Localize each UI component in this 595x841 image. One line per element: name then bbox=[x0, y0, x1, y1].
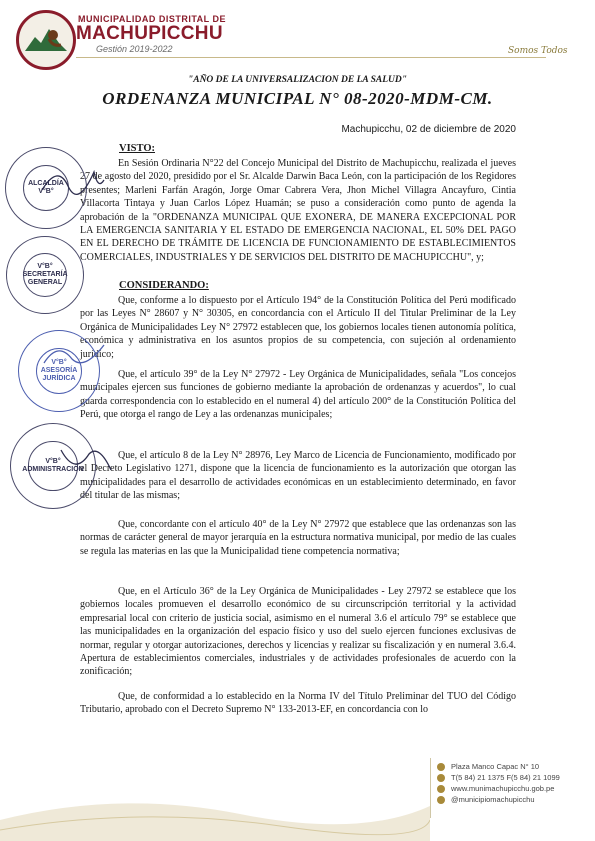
social-link[interactable]: @municipiomachupicchu bbox=[437, 794, 577, 805]
website-link[interactable]: www.munimachupicchu.gob.pe bbox=[437, 783, 577, 794]
municipality-logo bbox=[16, 10, 76, 70]
slogan: Somos Todos bbox=[508, 46, 568, 56]
considerando-heading: CONSIDERANDO: bbox=[119, 280, 209, 291]
phone-line: T(5 84) 21 1375 F(5 84) 21 1099 bbox=[437, 772, 577, 783]
visto-paragraph: En Sesión Ordinaria N°22 del Concejo Municipal del Distrito de Machupicchu, realizada el jueves 27 de agosto del 2020, presidido por el Sr. Alcalde Darwin Baca León, con la participación de los Regidores presentes; Marleni Farfán Aragón, Jorge Omar Cabrera Vera, Jhon Michel Villagra Ancayfuro, Cintia Villacorta Tintaya y Juan Carlos López Huamán; se puso a consideración como punto de agenda la aprobación de la "ORDENANZA MUNICIPAL QUE EXONERA, DE MANERA EXCEPCIONAL POR LA EMERGENCIA SANITARIA Y EL ESTADO DE EMERGENCIA NACIONAL, EL 50% DEL PAGO EN EL DERECHO DE TRÁMITE DE LICENCIA DE FUNCIONAMIENTO DE ESTABLECIMIENTOS COMERCIALES, INDUSTRIALES Y DE SERVICIOS DEL DISTRITO DE MACHUPICCHU", y; bbox=[80, 158, 516, 263]
municipality-name-small: MUNICIPALIDAD DISTRITAL DE bbox=[78, 14, 226, 24]
paragraph-1: Que, conforme a lo dispuesto por el Artículo 194° de la Constitución Política del Perú modificado por las Leyes N° 28607 y N° 30305, en concordancia con el Artículo II del Titular Preliminar de la Ley Orgánica de Municipalidades Ley N° 27972 establecen que, los gobiernos locales tienen autonomía política, económica y administrativa en los asuntos propios de su competencia, con sujeción al ordenamiento jurídico; bbox=[80, 295, 516, 360]
signature-scribble bbox=[38, 160, 108, 200]
paragraph-6: Que, de conformidad a lo establecido en la Norma IV del Título Preliminar del TUO del Código Tributario, aprobado con el Decreto Supremo N° 133-2013-EF, en concordancia con lo bbox=[80, 691, 516, 716]
paragraph-2: Que, el artículo 39° de la Ley N° 27972 - Ley Orgánica de Municipalidades, señala "Los concejos municipales ejercen sus funciones de gobierno mediante la aprobación de ordenanzas y acuerdos", lo cual guarda correspondencia con lo establecido en el numeral 4) del artículo 200° de la Constitución Política del Perú, que otorga el rango de Ley a las ordenanzas municipales; bbox=[80, 369, 516, 421]
stamp-administracion: V°B° ADMINISTRACIÓN bbox=[10, 423, 96, 509]
phone-icon bbox=[437, 774, 445, 782]
location-icon bbox=[437, 763, 445, 771]
ordinance-title: ORDENANZA MUNICIPAL N° 08-2020-MDM-CM. bbox=[102, 89, 493, 108]
footer-divider bbox=[430, 758, 431, 818]
paragraph-3: Que, el artículo 8 de la Ley N° 28976, Ley Marco de Licencia de Funcionamiento, modificado por el Decreto Legislativo 1271, dispone que la licencia de funcionamiento es la autorización que otorgan las municipalidades para el desarrollo de actividades económicas en un establecimiento determinado, en favor del titular de las mismas; bbox=[80, 450, 516, 502]
administration-period: Gestión 2019-2022 bbox=[96, 44, 173, 54]
footer-decoration bbox=[0, 780, 430, 841]
paragraph-4: Que, concordante con el artículo 40° de la Ley N° 27972 que establece que las ordenanzas son las normas de carácter general de mayor jerarquía en la estructura normativa municipal, por medio de las cuales se regula las materias en las que la Municipalidad tiene competencia normativa; bbox=[80, 519, 516, 557]
paragraph-5: Que, en el Artículo 36° de la Ley Orgánica de Municipalidades - Ley 27972 se establece que los gobiernos locales promueven el desarrollo económico de su circunscripción territorial y la actividad empresarial local con criterio de justicia social, asimismo en el numeral 3.6 el artículo 79° se establece que las municipalidades en la organización del espacio físico y uso del suelo ejercen funciones exclusivas de normar, regular y otorgar autorizaciones, derechos y licencias y realizar su fiscalización y en numeral 3.6.4. Apertura de establecimientos comerciales, industriales y de actividades profesionales de acuerdo con la zonificación; bbox=[80, 586, 516, 678]
stamp-alcaldia: ALCALDÍA V°B° bbox=[5, 147, 87, 229]
signature-scribble bbox=[40, 335, 110, 375]
header-divider bbox=[76, 57, 546, 58]
year-title: "AÑO DE LA UNIVERSALIZACION DE LA SALUD" bbox=[187, 75, 408, 85]
stamp-secretaria: V°B° SECRETARÍA GENERAL bbox=[6, 236, 84, 314]
stamp-asesoria: V°B° ASESORÍA JURÍDICA bbox=[18, 330, 100, 412]
contact-info bbox=[437, 761, 577, 805]
visto-heading: VISTO: bbox=[119, 143, 155, 154]
municipality-name: MACHUPICCHU bbox=[76, 23, 223, 44]
date-line: Machupicchu, 02 de diciembre de 2020 bbox=[341, 124, 516, 135]
facebook-icon bbox=[437, 796, 445, 804]
globe-icon bbox=[437, 785, 445, 793]
letterhead bbox=[0, 0, 595, 72]
address-line: Plaza Manco Capac N° 10 bbox=[437, 761, 577, 772]
signature-scribble bbox=[55, 440, 115, 480]
